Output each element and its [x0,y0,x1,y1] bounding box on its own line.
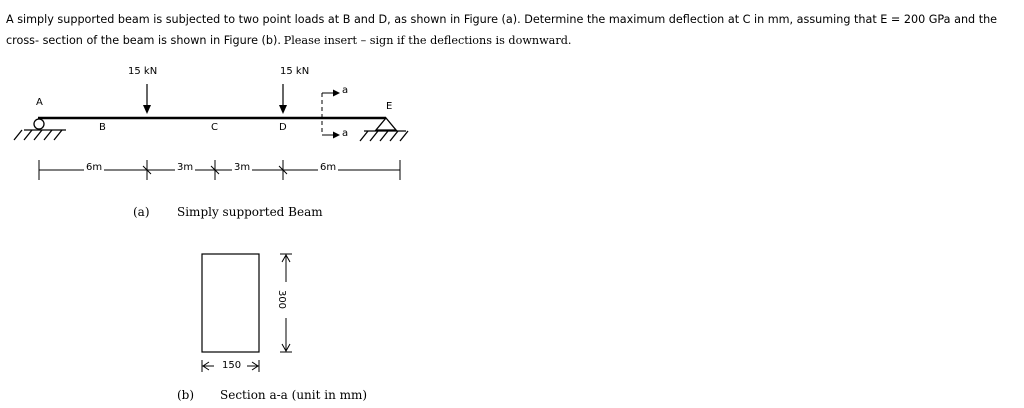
height-dim-label: 300 [276,289,288,310]
load-label-b: 15 kN [128,66,158,77]
figure-b-caption: Section a-a (unit in mm) [220,388,368,402]
width-dim-label: 150 [222,360,242,371]
point-label-e: E [386,101,393,112]
load-label-d: 15 kN [280,66,310,77]
point-label-d: D [279,122,287,133]
figure-b-tag: (b) [177,388,195,402]
span-label-bc: 3m [177,162,194,173]
section-mark-bottom: a [342,128,349,139]
question-line-2-serif: Please insert – sign if the deflections is downward. [283,34,572,47]
section-mark-top: a [342,85,349,96]
question-line-2-sans: cross- section of the beam is shown in Figure (b). [6,34,281,47]
point-label-b: B [99,122,106,133]
figure-a-caption: Simply supported Beam [177,205,323,219]
figure-a-tag: (a) [133,205,150,219]
point-label-c: C [211,122,218,133]
span-label-ab: 6m [86,162,103,173]
question-line-1: A simply supported beam is subjected to two point loads at B and D, as shown in Figure (a). Determine the maximum deflection at C in mm, assuming that E = 200 GPa and the [6,13,998,26]
span-label-cd: 3m [234,162,251,173]
point-label-a: A [36,97,43,108]
span-label-de: 6m [320,162,337,173]
cross-section-rect [202,254,259,352]
